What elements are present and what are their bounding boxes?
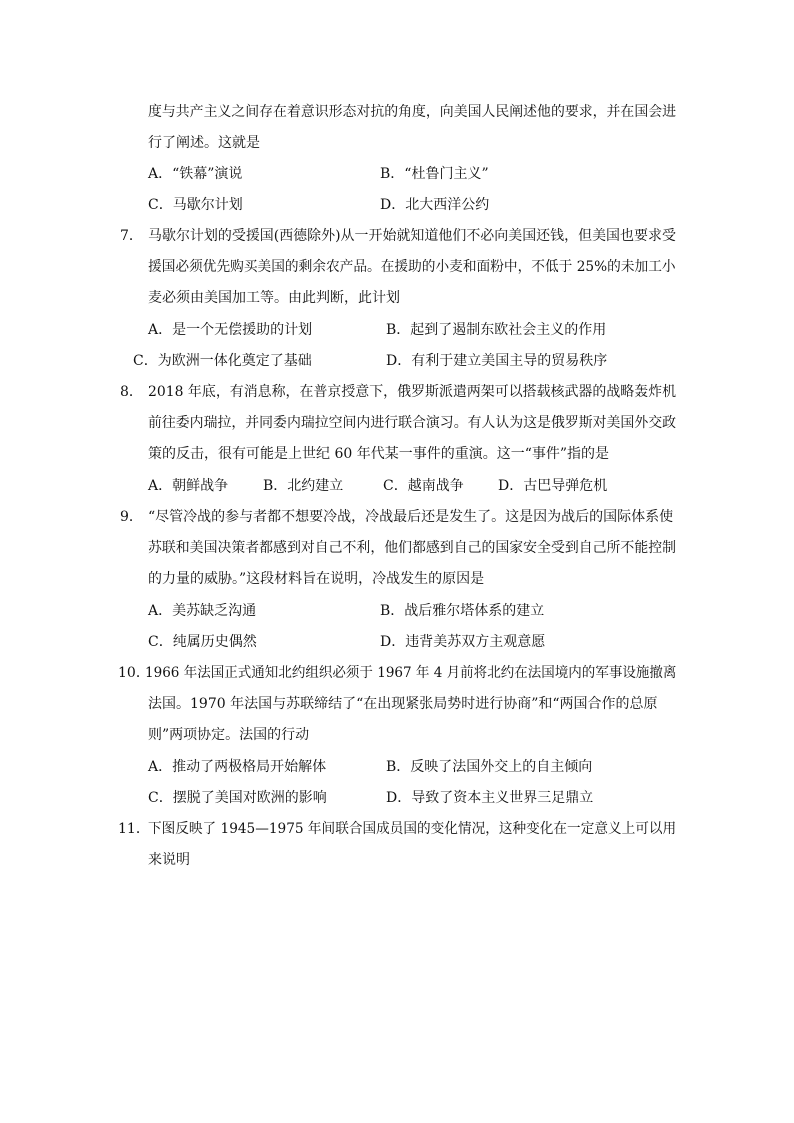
q10-option-d: D．导致了资本主义世界三足鼎立 xyxy=(386,790,594,806)
q9-option-b: B．战后雅尔塔体系的建立 xyxy=(380,603,545,619)
q8-option-d: D．古巴导弹危机 xyxy=(498,478,608,494)
q10-option-c: C．摆脱了美国对欧洲的影响 xyxy=(148,790,327,806)
q9-stem-line-3: 的力量的威胁。”这段材料旨在说明，冷战发生的原因是 xyxy=(148,571,485,587)
q7-number: 7． xyxy=(120,228,143,244)
q8-option-a: A．朝鲜战争 xyxy=(148,478,229,494)
q8-option-b: B．北约建立 xyxy=(263,478,344,494)
q8-stem-line-3: 策的反击，很有可能是上世纪 60 年代某一事件的重演。这一“事件”指的是 xyxy=(148,446,610,462)
q6-stem-line-2: 行了阐述。这就是 xyxy=(148,135,260,151)
q10-stem-line-3: 则”两项协定。法国的行动 xyxy=(148,727,310,743)
q8-number: 8． xyxy=(120,384,143,400)
q8-stem-line-2: 前往委内瑞拉，并同委内瑞拉空间内进行联合演习。有人认为这是俄罗斯对美国外交政 xyxy=(148,415,677,431)
q6-option-c: C．马歇尔计划 xyxy=(148,197,243,213)
q6-option-a: A．“铁幕”演说 xyxy=(148,166,243,182)
q9-number: 9． xyxy=(120,509,143,525)
q10-option-a: A．推动了两极格局开始解体 xyxy=(148,759,327,775)
q7-option-d: D．有利于建立美国主导的贸易秩序 xyxy=(386,353,608,369)
q7-option-c: C．为欧洲一体化奠定了基础 xyxy=(133,353,312,369)
q7-stem-line-3: 麦必须由美国加工等。由此判断，此计划 xyxy=(148,290,400,306)
q6-option-b: B．“杜鲁门主义” xyxy=(380,166,489,182)
q11-number: 11． xyxy=(118,821,150,837)
q10-stem-line-2: 法国。1970 年法国与苏联缔结了“在出现紧张局势时进行协商”和“两国合作的总原 xyxy=(148,696,658,712)
q10-number: 10． xyxy=(118,665,150,681)
q11-stem-line-2: 来说明 xyxy=(148,852,190,868)
q7-stem-line-1: 马歇尔计划的受援国(西德除外)从一开始就知道他们不必向美国还钱，但美国也要求受 xyxy=(148,228,676,244)
q9-stem-line-1: “尽管冷战的参与者都不想要冷战，冷战最后还是发生了。这是因为战后的国际体系使 xyxy=(148,509,674,525)
q9-stem-line-2: 苏联和美国决策者都感到对自己不利，他们都感到自己的国家安全受到自己所不能控制 xyxy=(148,540,677,556)
q8-stem-line-1: 2018 年底，有消息称，在普京授意下，俄罗斯派遣两架可以搭载核武器的战略轰炸机 xyxy=(148,384,677,400)
q8-option-c: C．越南战争 xyxy=(383,478,464,494)
q9-option-c: C．纯属历史偶然 xyxy=(148,634,257,650)
q10-stem-line-1: 1966 年法国正式通知北约组织必须于 1967 年 4 月前将北约在法国境内的军事设施撤离 xyxy=(145,665,677,681)
q9-option-a: A．美苏缺乏沟通 xyxy=(148,603,257,619)
q7-stem-line-2: 援国必须优先购买美国的剩余农产品。在援助的小麦和面粉中，不低于 25%的未加工小 xyxy=(148,259,676,275)
q6-stem-line-1: 度与共产主义之间存在着意识形态对抗的角度，向美国人民阐述他的要求，并在国会进 xyxy=(148,104,677,120)
q10-option-b: B．反映了法国外交上的自主倾向 xyxy=(386,759,593,775)
q7-option-b: B．起到了遏制东欧社会主义的作用 xyxy=(386,322,607,338)
q9-option-d: D．违背美苏双方主观意愿 xyxy=(380,634,546,650)
q11-stem-line-1: 下图反映了 1945—1975 年间联合国成员国的变化情况，这种变化在一定意义上可以用 xyxy=(148,821,677,837)
q6-option-d: D．北大西洋公约 xyxy=(380,197,490,213)
q7-option-a: A．是一个无偿援助的计划 xyxy=(148,322,313,338)
